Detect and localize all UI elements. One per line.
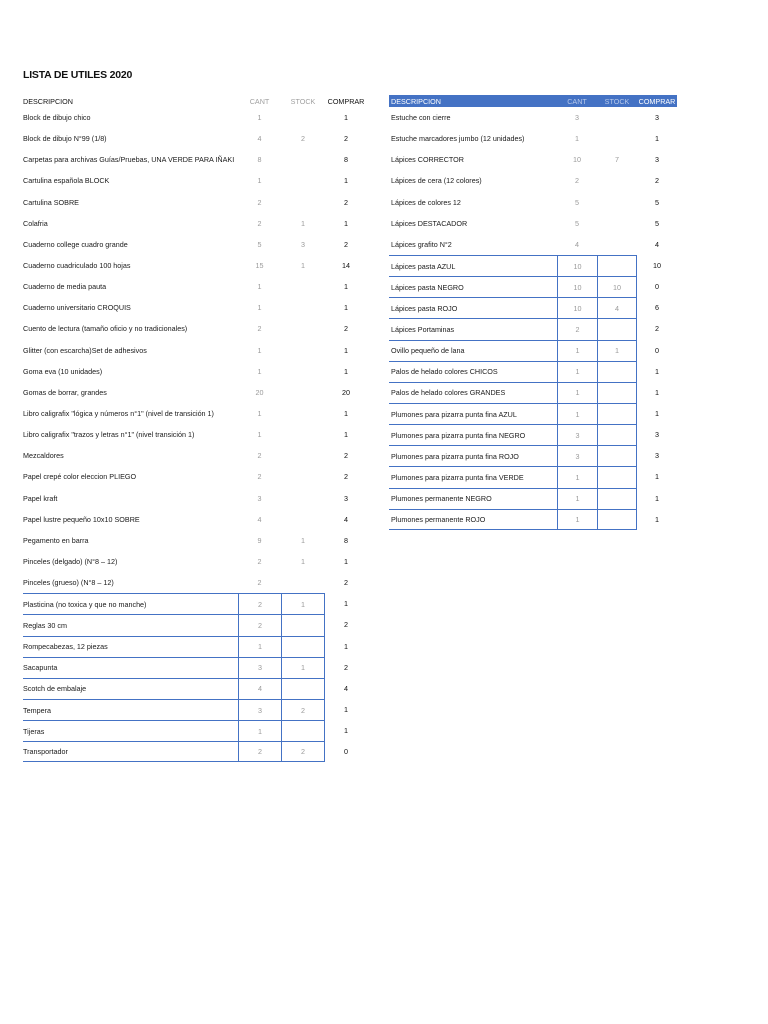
item-description: Transportador <box>23 741 238 762</box>
table-row <box>389 466 677 487</box>
item-description: Glitter (con escarcha)Set de adhesivos <box>23 345 147 355</box>
table-row <box>389 318 677 339</box>
table-row <box>23 340 363 361</box>
item-description: Lápices CORRECTOR <box>391 155 464 165</box>
page-title: LISTA DE UTILES 2020 <box>23 69 133 81</box>
item-description: Papel kraft <box>23 493 58 503</box>
table-row <box>23 170 363 191</box>
item-description: Pinceles (grueso) (N°8 – 12) <box>23 578 114 588</box>
item-cant: 1 <box>238 720 281 741</box>
table-row <box>389 170 677 191</box>
table-row <box>23 699 363 720</box>
item-comprar: 5 <box>655 197 659 207</box>
item-description: Cartulina SOBRE <box>23 197 79 207</box>
table-row <box>23 678 363 699</box>
item-cant: 3 <box>238 699 281 720</box>
item-description: Cuaderno college cuadro grande <box>23 239 128 249</box>
table-row <box>23 318 363 339</box>
item-comprar: 1 <box>655 514 659 524</box>
item-comprar: 2 <box>344 662 348 672</box>
item-description: Libro caligrafix "trazos y letras n°1" (nivel transición 1) <box>23 430 195 440</box>
item-comprar: 1 <box>344 303 348 313</box>
item-stock <box>281 276 325 297</box>
item-description: Palos de helado colores CHICOS <box>389 361 557 382</box>
item-description: Lápices DESTACADOR <box>391 218 468 228</box>
item-stock: 1 <box>597 340 637 361</box>
item-description: Lápices pasta NEGRO <box>389 276 557 297</box>
item-description: Tijeras <box>23 720 238 741</box>
item-stock: 2 <box>301 134 305 144</box>
item-comprar: 4 <box>344 683 348 693</box>
item-comprar: 2 <box>344 578 348 588</box>
item-comprar: 1 <box>344 599 348 609</box>
item-comprar: 1 <box>344 726 348 736</box>
item-stock: 1 <box>281 593 325 614</box>
right-table-body <box>389 107 677 530</box>
item-stock <box>597 382 637 403</box>
item-cant: 15 <box>255 261 264 271</box>
item-comprar: 1 <box>344 705 348 714</box>
item-stock: 10 <box>597 276 637 297</box>
table-row <box>23 445 363 466</box>
item-comprar: 1 <box>655 134 659 144</box>
item-cant: 1 <box>257 430 262 440</box>
table-row <box>389 340 677 361</box>
item-stock <box>597 488 637 509</box>
table-row <box>389 361 677 382</box>
table-row <box>23 636 363 657</box>
item-comprar: 3 <box>655 451 659 461</box>
table-row <box>23 614 363 635</box>
item-cant: 20 <box>255 387 264 397</box>
item-stock <box>597 424 637 445</box>
table-row <box>23 255 363 276</box>
item-comprar: 3 <box>655 155 659 165</box>
item-stock <box>281 614 325 635</box>
item-comprar: 1 <box>655 387 659 397</box>
item-comprar: 2 <box>344 451 348 461</box>
item-comprar: 1 <box>344 282 348 292</box>
item-description: Plumones para pizarra punta fina AZUL <box>389 403 557 424</box>
table-row <box>23 403 363 424</box>
table-row <box>23 361 363 382</box>
table-row <box>23 297 363 318</box>
item-cant: 3 <box>257 493 262 503</box>
item-stock <box>281 572 325 593</box>
item-stock: 2 <box>281 699 325 720</box>
item-stock <box>597 361 637 382</box>
table-row <box>23 149 363 170</box>
item-stock <box>597 255 637 276</box>
item-cant: 1 <box>257 176 262 186</box>
item-comprar: 1 <box>344 430 348 440</box>
item-cant: 3 <box>238 657 281 678</box>
header-comprar: COMPRAR <box>638 96 676 106</box>
table-row <box>23 657 363 678</box>
item-comprar: 1 <box>655 472 659 482</box>
item-description: Sacapunta <box>23 657 238 678</box>
item-cant: 2 <box>238 741 281 762</box>
header-cant: CANT <box>567 96 587 106</box>
table-row <box>389 445 677 466</box>
item-comprar: 2 <box>655 176 659 186</box>
table-row <box>23 192 363 213</box>
item-cant: 5 <box>257 239 262 249</box>
item-description: Pinceles (delgado) (N°8 – 12) <box>23 557 118 567</box>
item-cant: 2 <box>257 557 262 567</box>
item-cant: 2 <box>575 176 579 186</box>
table-row <box>389 149 677 170</box>
item-cant: 1 <box>557 382 597 403</box>
item-cant: 10 <box>557 255 597 276</box>
item-comprar: 3 <box>344 493 348 503</box>
item-cant: 2 <box>238 593 281 614</box>
table-row <box>23 234 363 255</box>
item-stock: 7 <box>615 155 619 165</box>
item-stock <box>281 509 325 530</box>
item-stock: 1 <box>301 261 305 271</box>
header-stock: STOCK <box>290 96 316 106</box>
item-cant: 1 <box>557 340 597 361</box>
item-cant: 2 <box>238 614 281 635</box>
right-supplies-table <box>389 95 677 530</box>
item-stock <box>281 107 325 128</box>
table-row <box>389 424 677 445</box>
item-cant: 1 <box>257 366 262 376</box>
item-description: Block de dibujo N°99 (1/8) <box>23 134 107 144</box>
item-cant: 1 <box>575 134 579 144</box>
header-comprar: COMPRAR <box>327 96 365 106</box>
table-row <box>389 255 677 276</box>
table-row <box>389 192 677 213</box>
item-stock <box>281 720 325 741</box>
item-comprar: 2 <box>344 197 348 207</box>
item-cant: 1 <box>238 636 281 657</box>
item-comprar: 1 <box>344 366 348 376</box>
item-stock: 1 <box>301 557 305 567</box>
item-description: Reglas 30 cm <box>23 614 238 635</box>
item-description: Lápices grafito N°2 <box>391 239 452 249</box>
item-comprar: 1 <box>344 557 348 567</box>
item-cant: 1 <box>557 361 597 382</box>
item-cant: 3 <box>557 424 597 445</box>
item-description: Cuaderno cuadriculado 100 hojas <box>23 261 131 271</box>
item-comprar: 1 <box>344 641 348 651</box>
left-table-header <box>23 95 363 107</box>
table-row <box>23 128 363 149</box>
item-stock <box>281 678 325 699</box>
header-descripcion: DESCRIPCION <box>391 96 441 106</box>
table-row <box>389 382 677 403</box>
item-stock <box>597 445 637 466</box>
item-comprar: 4 <box>655 239 659 249</box>
item-stock <box>597 213 637 234</box>
item-comprar: 0 <box>655 282 659 292</box>
item-stock <box>281 192 325 213</box>
item-stock: 4 <box>597 297 637 318</box>
item-stock <box>281 297 325 318</box>
item-comprar: 1 <box>344 345 348 355</box>
item-comprar: 0 <box>344 747 348 757</box>
item-cant: 4 <box>257 514 262 524</box>
header-stock: STOCK <box>604 96 630 106</box>
item-cant: 4 <box>257 134 262 144</box>
item-stock <box>597 403 637 424</box>
item-cant: 1 <box>257 345 262 355</box>
item-stock <box>281 445 325 466</box>
table-row <box>389 509 677 530</box>
item-comprar: 5 <box>655 218 659 228</box>
item-stock <box>281 488 325 509</box>
item-comprar: 2 <box>655 324 659 334</box>
item-comprar: 2 <box>344 324 348 334</box>
item-comprar: 8 <box>344 155 348 165</box>
item-cant: 2 <box>257 324 262 334</box>
item-comprar: 1 <box>344 113 348 123</box>
item-description: Tempera <box>23 699 238 720</box>
header-descripcion: DESCRIPCION <box>23 96 73 106</box>
item-description: Libro caligrafix "lógica y números n°1" (nivel de transición 1) <box>23 409 214 419</box>
table-row <box>23 593 363 614</box>
item-cant: 1 <box>257 303 262 313</box>
table-row <box>389 403 677 424</box>
table-row <box>389 276 677 297</box>
item-description: Cuaderno universitario CROQUIS <box>23 303 131 313</box>
left-supplies-table <box>23 95 363 762</box>
item-description: Plumones para pizarra punta fina NEGRO <box>389 424 557 445</box>
item-stock: 3 <box>301 239 305 249</box>
item-cant: 10 <box>557 276 597 297</box>
table-row <box>389 488 677 509</box>
item-description: Lápices de colores 12 <box>391 197 461 207</box>
item-description: Mezcaldores <box>23 451 64 461</box>
item-cant: 3 <box>557 445 597 466</box>
item-stock <box>281 382 325 403</box>
item-comprar: 10 <box>653 261 661 271</box>
item-description: Ovillo pequeño de lana <box>389 340 557 361</box>
item-stock <box>281 636 325 657</box>
item-stock <box>281 149 325 170</box>
item-stock: 1 <box>301 218 305 228</box>
item-cant: 8 <box>257 155 262 165</box>
item-cant: 4 <box>238 678 281 699</box>
item-stock <box>597 509 637 530</box>
table-row <box>23 424 363 445</box>
item-stock: 2 <box>281 741 325 762</box>
item-comprar: 3 <box>655 113 659 123</box>
item-cant: 9 <box>257 535 262 545</box>
item-comprar: 2 <box>344 620 348 630</box>
item-cant: 5 <box>575 197 579 207</box>
table-row <box>23 720 363 741</box>
item-comprar: 8 <box>344 535 348 545</box>
item-cant: 1 <box>257 409 262 419</box>
item-cant: 1 <box>557 466 597 487</box>
table-row <box>23 276 363 297</box>
table-row <box>23 509 363 530</box>
item-cant: 1 <box>557 403 597 424</box>
item-comprar: 4 <box>344 514 348 524</box>
item-description: Plasticina (no toxica y que no manche) <box>23 593 238 614</box>
item-description: Lápices Portaminas <box>389 318 557 339</box>
item-description: Palos de helado colores GRANDES <box>389 382 557 403</box>
item-stock <box>281 424 325 445</box>
item-cant: 2 <box>257 197 262 207</box>
table-row <box>23 466 363 487</box>
item-description: Estuche con cierre <box>391 113 451 123</box>
item-description: Scotch de embalaje <box>23 678 238 699</box>
table-row <box>389 234 677 255</box>
item-stock <box>597 107 637 128</box>
table-row <box>389 297 677 318</box>
item-description: Carpetas para archivas Guías/Pruebas, UNA VERDE PARA IÑAKI <box>23 155 235 165</box>
item-cant: 2 <box>257 451 262 461</box>
item-description: Papel lustre pequeño 10x10 SOBRE <box>23 514 140 524</box>
item-stock: 1 <box>281 657 325 678</box>
item-cant: 10 <box>557 297 597 318</box>
item-comprar: 2 <box>344 472 348 482</box>
item-description: Lápices de cera (12 colores) <box>391 176 482 186</box>
table-row <box>23 488 363 509</box>
table-row <box>23 741 363 762</box>
item-comprar: 1 <box>655 493 659 503</box>
item-description: Gomas de borrar, grandes <box>23 387 107 397</box>
item-description: Cuaderno de media pauta <box>23 282 107 292</box>
right-table-header <box>389 95 677 107</box>
table-row <box>23 572 363 593</box>
item-cant: 2 <box>257 218 262 228</box>
item-comprar: 6 <box>655 303 659 313</box>
item-comprar: 1 <box>344 176 348 186</box>
left-table-body <box>23 107 363 762</box>
item-cant: 2 <box>257 578 262 588</box>
item-description: Cartulina española BLOCK <box>23 176 110 186</box>
item-cant: 2 <box>257 472 262 482</box>
item-description: Plumones permanente NEGRO <box>389 488 557 509</box>
item-stock <box>597 192 637 213</box>
item-stock <box>281 318 325 339</box>
item-comprar: 1 <box>344 218 348 228</box>
item-stock <box>281 466 325 487</box>
item-cant: 1 <box>557 509 597 530</box>
item-description: Papel crepé color eleccion PLIEGO <box>23 472 137 482</box>
item-description: Pegamento en barra <box>23 535 89 545</box>
table-row <box>23 382 363 403</box>
item-cant: 3 <box>575 113 579 123</box>
item-cant: 10 <box>573 155 581 165</box>
table-row <box>389 128 677 149</box>
item-comprar: 3 <box>655 430 659 440</box>
item-stock <box>281 170 325 191</box>
item-cant: 4 <box>575 239 579 249</box>
item-description: Block de dibujo chico <box>23 113 91 123</box>
item-comprar: 1 <box>344 409 348 419</box>
item-cant: 1 <box>557 488 597 509</box>
item-comprar: 20 <box>342 387 350 397</box>
item-stock <box>281 340 325 361</box>
header-cant: CANT <box>249 96 270 106</box>
item-comprar: 2 <box>344 239 348 249</box>
item-stock <box>597 318 637 339</box>
item-description: Lápices pasta ROJO <box>389 297 557 318</box>
table-row <box>389 213 677 234</box>
item-description: Plumones permanente ROJO <box>389 509 557 530</box>
item-stock <box>597 234 637 255</box>
item-description: Goma eva (10 unidades) <box>23 366 103 376</box>
table-row <box>389 107 677 128</box>
item-comprar: 2 <box>344 134 348 144</box>
item-description: Rompecabezas, 12 piezas <box>23 636 238 657</box>
item-cant: 5 <box>575 218 579 228</box>
item-description: Plumones para pizarra punta fina VERDE <box>389 466 557 487</box>
item-comprar: 1 <box>655 366 659 376</box>
table-row <box>23 530 363 551</box>
item-cant: 1 <box>257 282 262 292</box>
item-description: Cuento de lectura (tamaño oficio y no tradicionales) <box>23 324 188 334</box>
item-stock <box>597 466 637 487</box>
item-stock <box>281 403 325 424</box>
table-row <box>23 107 363 128</box>
item-stock <box>281 361 325 382</box>
item-comprar: 0 <box>655 345 659 355</box>
item-stock <box>597 170 637 191</box>
item-stock: 1 <box>301 535 305 545</box>
item-cant: 1 <box>257 113 262 123</box>
item-description: Estuche marcadores jumbo (12 unidades) <box>391 134 525 144</box>
item-description: Lápices pasta AZUL <box>389 255 557 276</box>
item-description: Plumones para pizarra punta fina ROJO <box>389 445 557 466</box>
item-comprar: 1 <box>655 409 659 419</box>
item-stock <box>597 128 637 149</box>
item-cant: 2 <box>557 318 597 339</box>
table-row <box>23 213 363 234</box>
table-row <box>23 551 363 572</box>
item-comprar: 14 <box>342 261 350 271</box>
item-description: Colafria <box>23 218 48 228</box>
